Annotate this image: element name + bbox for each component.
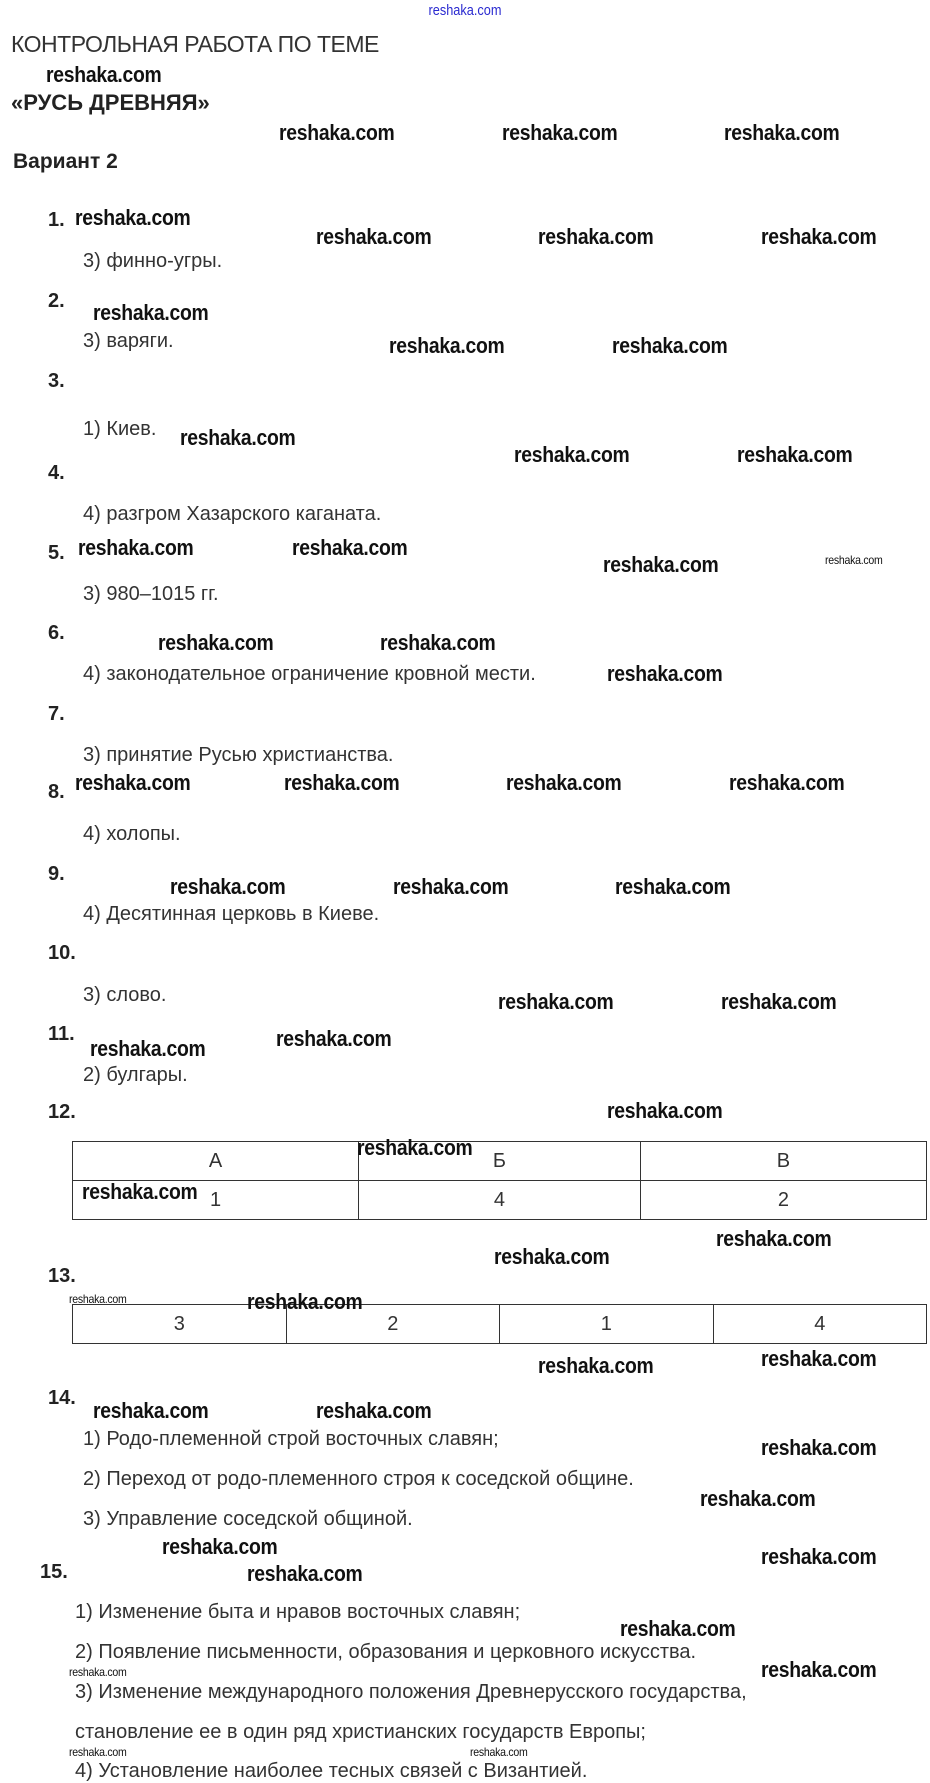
question-number: 13. — [48, 1265, 76, 1287]
page-subtitle: «РУСЬ ДРЕВНЯЯ» — [11, 90, 210, 115]
watermark: reshaka.com — [716, 1226, 832, 1251]
watermark: reshaka.com — [162, 1534, 278, 1559]
watermark: reshaka.com — [276, 1026, 392, 1051]
answer: 4) разгром Хазарского каганата. — [83, 503, 382, 525]
watermark: reshaka.com — [607, 1098, 723, 1123]
answer-line: 1) Изменение быта и нравов восточных славян; — [75, 1601, 521, 1623]
answer-line: 2) Появление письменности, образования и церковного искусства. — [75, 1641, 697, 1663]
answer: 1) Киев. — [83, 418, 157, 440]
question-number: 9. — [48, 863, 65, 885]
question-number: 4. — [48, 462, 65, 484]
question-number: 14. — [48, 1387, 76, 1409]
watermark: reshaka.com — [612, 333, 728, 358]
watermark: reshaka.com — [514, 442, 630, 467]
question-number: 5. — [48, 542, 65, 564]
watermark: reshaka.com — [316, 1398, 432, 1423]
answer-table-12 — [72, 1141, 927, 1220]
watermark: reshaka.com — [761, 1346, 877, 1371]
watermark: reshaka.com — [761, 1657, 877, 1682]
watermark: reshaka.com — [761, 224, 877, 249]
table-cell: 4 — [713, 1305, 927, 1344]
variant-heading: Вариант 2 — [13, 150, 118, 173]
question-number: 6. — [48, 622, 65, 644]
answer-line: 3) Изменение международного положения Древнерусского государства, — [75, 1681, 747, 1703]
watermark: reshaka.com — [700, 1486, 816, 1511]
watermark: reshaka.com — [170, 874, 286, 899]
watermark: reshaka.com — [620, 1616, 736, 1641]
answer-table-13 — [72, 1304, 927, 1344]
table-header-cell: А — [73, 1142, 359, 1181]
watermark: reshaka.com — [506, 770, 622, 795]
watermark: reshaka.com — [279, 120, 395, 145]
question-number: 12. — [48, 1101, 76, 1123]
watermark: reshaka.com — [607, 661, 723, 686]
table-cell: 4 — [359, 1181, 641, 1220]
question-number: 15. — [40, 1561, 68, 1583]
answer: 3) финно-угры. — [83, 250, 223, 272]
answer: 3) варяги. — [83, 330, 174, 352]
watermark: reshaka.com — [538, 224, 654, 249]
watermark: reshaka.com — [69, 1745, 127, 1759]
watermark: reshaka.com — [158, 630, 274, 655]
watermark: reshaka.com — [502, 120, 618, 145]
watermark: reshaka.com — [603, 552, 719, 577]
watermark: reshaka.com — [247, 1561, 363, 1586]
watermark: reshaka.com — [498, 989, 614, 1014]
answer: 2) булгары. — [83, 1064, 188, 1086]
watermark: reshaka.com — [292, 535, 408, 560]
site-header-watermark: reshaka.com — [428, 2, 502, 19]
question-number: 1. — [48, 209, 65, 231]
table-cell: 1 — [500, 1305, 714, 1344]
watermark: reshaka.com — [393, 874, 509, 899]
answer-line: 1) Родо-племенной строй восточных славян; — [83, 1428, 499, 1450]
watermark: reshaka.com — [316, 224, 432, 249]
watermark: reshaka.com — [75, 205, 191, 230]
question-number: 3. — [48, 370, 65, 392]
watermark: reshaka.com — [78, 535, 194, 560]
watermark: reshaka.com — [724, 120, 840, 145]
question-number: 11. — [48, 1023, 75, 1045]
answer: 3) слово. — [83, 984, 167, 1006]
table-cell: 1 — [73, 1181, 359, 1220]
table-header-cell: В — [640, 1142, 926, 1181]
answer-line: 2) Переход от родо-племенного строя к соседской общине. — [83, 1468, 634, 1490]
watermark: reshaka.com — [90, 1036, 206, 1061]
answer: 3) принятие Русью христианства. — [83, 744, 394, 766]
watermark: reshaka.com — [284, 770, 400, 795]
watermark: reshaka.com — [761, 1544, 877, 1569]
watermark: reshaka.com — [389, 333, 505, 358]
answer-line: 3) Управление соседской общиной. — [83, 1508, 413, 1530]
answer-line: становление ее в один ряд христианских государств Европы; — [75, 1721, 646, 1743]
table-cell: 2 — [640, 1181, 926, 1220]
watermark: reshaka.com — [615, 874, 731, 899]
answer: 3) 980–1015 гг. — [83, 583, 219, 605]
answer: 4) холопы. — [83, 823, 181, 845]
watermark: reshaka.com — [380, 630, 496, 655]
question-number: 8. — [48, 781, 65, 803]
question-number: 2. — [48, 290, 65, 312]
watermark: reshaka.com — [93, 1398, 209, 1423]
watermark: reshaka.com — [729, 770, 845, 795]
watermark: reshaka.com — [75, 770, 191, 795]
watermark: reshaka.com — [825, 553, 883, 567]
watermark: reshaka.com — [538, 1353, 654, 1378]
watermark: reshaka.com — [761, 1435, 877, 1460]
watermark: reshaka.com — [247, 1289, 363, 1314]
watermark: reshaka.com — [494, 1244, 610, 1269]
watermark: reshaka.com — [737, 442, 853, 467]
table-cell: 2 — [286, 1305, 500, 1344]
page-title: КОНТРОЛЬНАЯ РАБОТА ПО ТЕМЕ — [11, 31, 379, 57]
answer: 4) законодательное ограничение кровной мести. — [83, 663, 536, 685]
watermark: reshaka.com — [82, 1179, 198, 1204]
table-cell: 3 — [73, 1305, 287, 1344]
answer-line: 4) Установление наиболее тесных связей с Византией. — [75, 1760, 588, 1782]
answer: 4) Десятинная церковь в Киеве. — [83, 903, 380, 925]
watermark: reshaka.com — [357, 1135, 473, 1160]
question-number: 7. — [48, 703, 65, 725]
watermark: reshaka.com — [69, 1665, 127, 1679]
watermark: reshaka.com — [46, 62, 162, 87]
table-header-cell: Б — [359, 1142, 641, 1181]
watermark: reshaka.com — [93, 300, 209, 325]
question-number: 10. — [48, 942, 76, 964]
watermark: reshaka.com — [470, 1745, 528, 1759]
watermark: reshaka.com — [721, 989, 837, 1014]
watermark: reshaka.com — [69, 1292, 127, 1306]
watermark: reshaka.com — [180, 425, 296, 450]
